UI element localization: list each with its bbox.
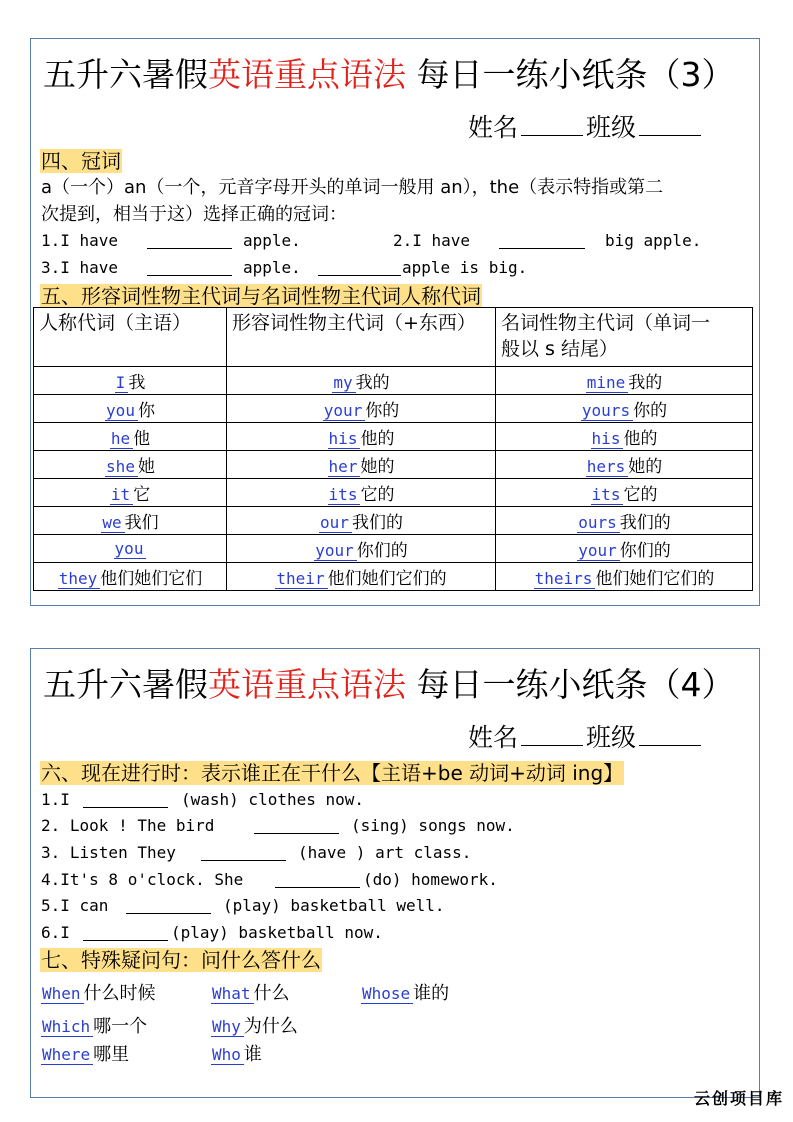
name-label: 姓名 [468,723,519,752]
table-cell [34,367,227,395]
name-class-line [468,721,704,755]
exercise-prefix: 5.I can [41,896,109,915]
worksheet-card-3 [30,38,760,606]
answer-blank [275,870,360,888]
name-blank [521,111,583,136]
pronoun-meaning: 我们的 [351,513,403,533]
pronoun-word: they [58,569,101,589]
question-word-meaning: 哪一个 [93,1016,148,1037]
exercise-suffix: apple is big. [402,258,528,277]
exercise-line [31,895,759,917]
pronoun-word: I [115,373,129,393]
pronoun-word: their [275,569,327,589]
exercise-suffix: (sing) songs now. [351,816,515,835]
header-line: 般以 s 结尾） [501,338,618,360]
title-suffix: 每日一练小纸条（3） [406,55,735,94]
pronoun-meaning: 你的 [365,401,400,421]
article-description-line1: a（一个）an（一个，元音字母开头的单词一般用 an），the（表示特指或第二 [41,177,664,198]
pronoun-word: our [319,513,352,533]
question-word-meaning: 为什么 [243,1016,298,1037]
pronoun-meaning: 我们 [124,513,159,533]
pronoun-meaning: 我们的 [619,513,671,533]
pronoun-meaning: 他们她们它们的 [327,569,447,589]
table-cell [496,507,753,535]
table-cell [227,423,496,451]
table-row [34,423,753,451]
question-word: Whose [361,984,413,1004]
pronoun-word: you [114,539,147,559]
column-header-adjective-possessive: 形容词性物主代词（+东西） [227,308,496,367]
question-word-row [31,1015,759,1039]
table-cell [34,479,227,507]
question-word: Why [211,1017,244,1037]
answer-blank [201,843,286,861]
exercise-suffix: (have ) art class. [298,843,472,862]
pronoun-word: your [323,401,366,421]
table-cell [496,395,753,423]
table-cell [34,451,227,479]
exercise-suffix: (do) homework. [363,870,498,889]
section-header-wh-questions: 七、特殊疑问句：问什么答什么 [41,948,321,972]
section-header-possessive-pronouns: 五、形容词性物主代词与名词性物主代词人称代词 [41,284,481,308]
pronoun-word: he [110,429,133,449]
exercise-prefix: 6.I [41,923,70,942]
exercise-suffix: apple. [243,231,301,250]
pronoun-meaning: 她的 [628,457,663,477]
question-word-meaning: 什么 [253,983,290,1004]
column-header-noun-possessive [496,308,753,367]
pronoun-word: his [591,429,624,449]
exercise-line [31,815,759,837]
pronoun-word: mine [586,373,629,393]
answer-blank [147,258,232,276]
card-title [43,663,735,707]
pronoun-meaning: 她的 [360,457,395,477]
pronoun-meaning: 你们的 [619,541,671,561]
table-cell [496,535,753,563]
question-word-item [361,982,449,1006]
pronoun-word: hers [586,457,629,477]
table-row [34,451,753,479]
pronoun-word: her [328,457,361,477]
pronoun-word: she [105,457,138,477]
class-label: 班级 [586,113,637,142]
table-cell [496,423,753,451]
question-word-item [211,1015,298,1039]
answer-blank [147,231,232,249]
title-highlight: 英语重点语法 [208,665,406,704]
question-word-item [211,1043,262,1067]
answer-blank [126,896,211,914]
title-prefix: 五升六暑假 [43,55,208,94]
question-word: Who [211,1045,244,1065]
exercise-line [31,842,759,864]
question-word: Which [41,1017,93,1037]
class-blank [639,111,701,136]
pronoun-word: his [328,429,361,449]
exercise-line [31,789,759,811]
header-line: 名词性物主代词（单词一 [501,312,711,334]
table-cell [34,563,227,591]
question-word: When [41,984,84,1004]
question-word-meaning: 哪里 [93,1044,130,1065]
question-word-item [41,1043,129,1067]
exercise-prefix: 1.I have [41,231,119,250]
table-cell [34,423,227,451]
pronoun-word: its [328,485,361,505]
pronoun-meaning: 它的 [360,485,395,505]
pronoun-meaning: 我的 [355,373,390,393]
pronoun-meaning: 它 [133,485,151,505]
exercise-suffix: (play) basketball now. [171,923,383,942]
question-word-item [41,1015,147,1039]
question-word: Where [41,1045,93,1065]
table-cell [227,563,496,591]
question-word-meaning: 谁 [243,1044,262,1065]
answer-blank [254,816,339,834]
table-cell [496,479,753,507]
table-row [34,479,753,507]
table-row [34,367,753,395]
pronoun-word: yours [581,401,633,421]
question-word-meaning: 什么时候 [83,983,156,1004]
pronoun-meaning: 你 [137,401,155,421]
title-suffix: 每日一练小纸条（4） [406,665,735,704]
pronoun-word: its [591,485,624,505]
exercise-prefix: 4.It's 8 o'clock. She [41,870,244,889]
exercise-suffix: (wash) clothes now. [181,790,365,809]
question-word-meaning: 谁的 [413,983,450,1004]
exercise-line [31,922,759,944]
answer-blank [83,790,168,808]
exercise-suffix: apple. [243,258,301,277]
exercise-prefix: 2.I have [393,231,471,250]
column-header-subject-pronoun: 人称代词（主语） [34,308,227,367]
table-header-row [34,308,753,367]
exercise-suffix: big apple. [605,231,702,250]
pronoun-meaning: 它的 [623,485,658,505]
table-cell [227,535,496,563]
pronoun-word: your [577,541,620,561]
question-word-item [211,982,290,1006]
name-label: 姓名 [468,113,519,142]
table-row [34,563,753,591]
pronoun-word: your [314,541,357,561]
pronoun-meaning: 他的 [623,429,658,449]
name-class-line [468,111,704,145]
pronoun-word: you [105,401,138,421]
pronoun-meaning: 他的 [360,429,395,449]
answer-blank [499,231,585,249]
pronoun-meaning: 你的 [633,401,668,421]
pronoun-meaning: 我 [128,373,146,393]
pronoun-word: ours [577,513,620,533]
table-cell [496,563,753,591]
question-word-item [41,982,156,1006]
class-blank [639,721,701,746]
answer-blank [318,258,401,276]
table-cell [34,535,227,563]
pronoun-table [33,307,753,591]
pronoun-word: we [101,513,124,533]
table-cell [227,367,496,395]
question-word-row [31,1043,759,1067]
exercise-prefix: 2. Look ! The bird [41,816,215,835]
pronoun-meaning: 他们她们它们的 [595,569,715,589]
pronoun-word: theirs [534,569,596,589]
pronoun-meaning: 她 [137,457,155,477]
table-cell [496,367,753,395]
name-blank [521,721,583,746]
table-row [34,535,753,563]
pronoun-meaning: 他们她们它们 [100,569,203,589]
section-header-articles: 四、冠词 [41,149,121,173]
exercise-prefix: 1.I [41,790,70,809]
card-title [43,53,735,97]
table-cell [227,507,496,535]
pronoun-meaning: 他 [133,429,151,449]
pronoun-word: it [110,485,133,505]
table-cell [227,451,496,479]
exercise-prefix: 3. Listen They [41,843,176,862]
exercise-line [31,230,759,252]
table-cell [34,507,227,535]
exercise-suffix: (play) basketball well. [223,896,445,915]
table-cell [496,451,753,479]
title-highlight: 英语重点语法 [208,55,406,94]
table-row [34,395,753,423]
table-cell [227,479,496,507]
title-prefix: 五升六暑假 [43,665,208,704]
exercise-line [31,869,759,891]
question-word: What [211,984,254,1004]
section-header-present-continuous: 六、现在进行时：表示谁正在干什么【主语+be 动词+动词 ing】 [41,761,624,785]
article-description-line2: 次提到，相当于这）选择正确的冠词： [41,204,347,225]
watermark-text: 云创项目库 [694,1089,785,1108]
table-row [34,507,753,535]
pronoun-meaning: 你们的 [356,541,408,561]
pronoun-meaning: 我的 [628,373,663,393]
table-cell [34,395,227,423]
answer-blank [83,923,168,941]
table-cell [227,395,496,423]
question-word-row [31,982,759,1006]
exercise-line [31,257,759,279]
pronoun-word: my [332,373,355,393]
class-label: 班级 [586,723,637,752]
worksheet-card-4 [30,648,760,1098]
exercise-prefix: 3.I have [41,258,119,277]
